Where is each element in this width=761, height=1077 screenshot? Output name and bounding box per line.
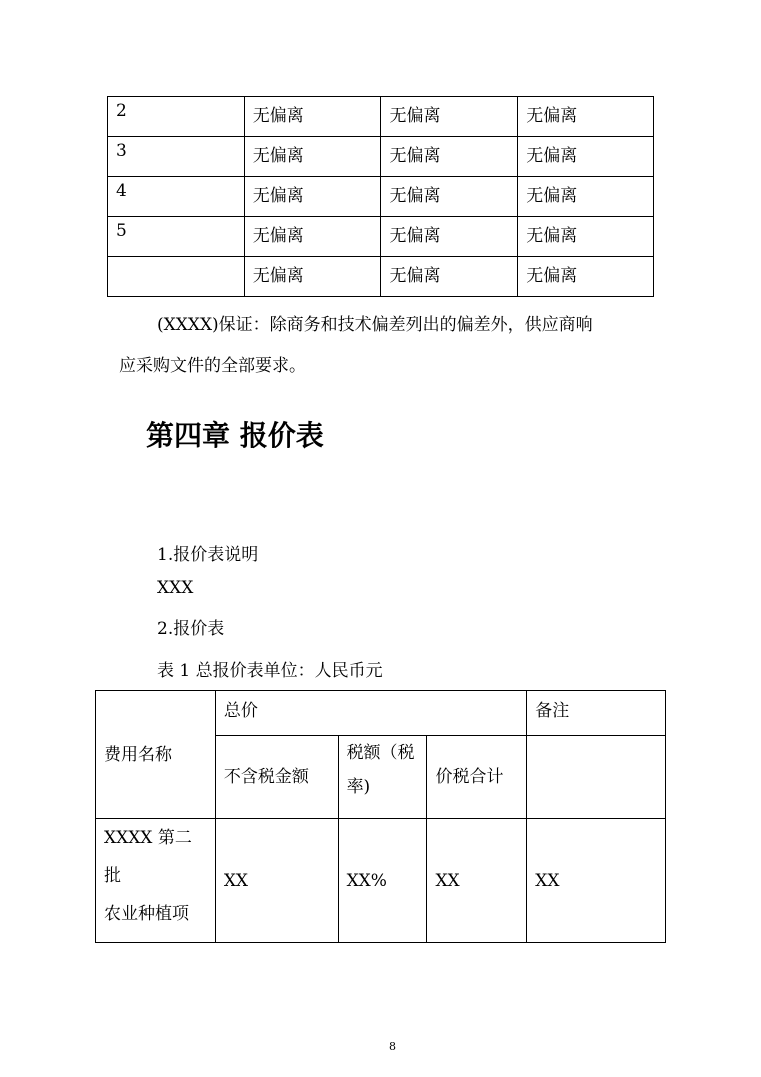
- table-row: [96, 691, 666, 736]
- header-name-cell: 费用名称: [96, 691, 216, 819]
- table-cell: 无偏离: [381, 177, 518, 217]
- sub-tax-line-1: 税额（税: [346, 743, 415, 763]
- table-cell: [108, 257, 245, 297]
- table-cell: 无偏离: [381, 137, 518, 177]
- header-total-cell: 总价: [215, 691, 526, 736]
- table-cell: 无偏离: [244, 217, 381, 257]
- sub-total-tax-cell: 价税合计: [427, 736, 527, 819]
- table-cell: 4: [108, 177, 245, 217]
- table-cell: 无偏离: [244, 97, 381, 137]
- sub-remark-empty-cell: [527, 736, 666, 819]
- row-total-cell: XX: [427, 819, 527, 943]
- page-number: 8: [389, 1040, 396, 1053]
- statement-line-2: 应采购文件的全部要求。: [119, 356, 306, 376]
- table-row: [108, 217, 654, 257]
- table-row: [108, 97, 654, 137]
- table-cell: 3: [108, 137, 245, 177]
- table-cell: 无偏离: [381, 97, 518, 137]
- table-caption: 表 1 总报价表单位：人民币元: [157, 661, 383, 681]
- table-cell: 无偏离: [518, 137, 654, 177]
- section-1-body: XXX: [157, 578, 194, 598]
- table-cell: 无偏离: [381, 257, 518, 297]
- deviation-table: [107, 96, 654, 297]
- table-cell: 无偏离: [244, 137, 381, 177]
- table-cell: 无偏离: [244, 177, 381, 217]
- sub-excl-tax-cell: 不含税金额: [215, 736, 338, 819]
- statement-line-1: (XXXX)保证：除商务和技术偏差列出的偏差外，供应商响: [157, 315, 593, 335]
- sub-tax-line-2: 率): [346, 777, 371, 797]
- table-row: [108, 177, 654, 217]
- table-cell: 无偏离: [518, 97, 654, 137]
- table-row: [108, 137, 654, 177]
- sub-tax-cell: [338, 736, 427, 819]
- table-cell: 无偏离: [518, 257, 654, 297]
- table-cell: 无偏离: [381, 217, 518, 257]
- section-2-title: 2.报价表: [157, 619, 225, 639]
- price-table: [95, 690, 666, 943]
- row-excl-cell: XX: [215, 819, 338, 943]
- table-cell: 5: [108, 217, 245, 257]
- table-cell: 无偏离: [518, 217, 654, 257]
- row-remark-cell: XX: [527, 819, 666, 943]
- table-cell: 2: [108, 97, 245, 137]
- section-1-title: 1.报价表说明: [157, 545, 259, 565]
- row-tax-cell: XX%: [338, 819, 427, 943]
- table-cell: 无偏离: [244, 257, 381, 297]
- row-name-cell: [96, 819, 216, 943]
- table-cell: 无偏离: [518, 177, 654, 217]
- row-name-line-3: 农业种植项: [104, 904, 189, 924]
- chapter-title: 第四章 报价表: [146, 419, 324, 452]
- table-row: [96, 819, 666, 943]
- header-remark-cell: 备注: [527, 691, 666, 736]
- row-name-line-1: XXXX 第二: [104, 828, 192, 848]
- row-name-line-2: 批: [104, 866, 121, 886]
- table-row: [108, 257, 654, 297]
